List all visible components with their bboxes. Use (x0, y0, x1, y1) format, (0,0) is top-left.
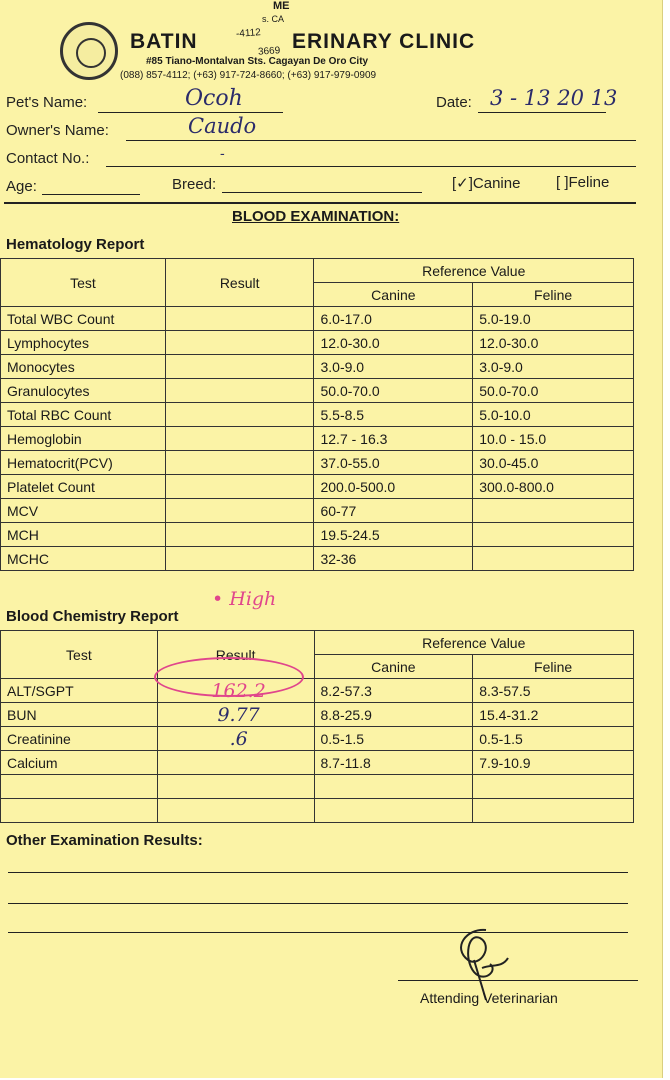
chem-cell-feline: 7.9-10.9 (473, 751, 634, 775)
hem-cell-canine: 6.0-17.0 (314, 307, 473, 331)
hem-cell-feline (473, 523, 634, 547)
hem-cell-canine: 200.0-500.0 (314, 475, 473, 499)
hem-row (1, 307, 634, 331)
clinic-logo-icon (60, 22, 118, 80)
hem-cell-test: MCV (1, 499, 166, 523)
chem-cell-feline (473, 799, 634, 823)
chemistry-heading: Blood Chemistry Report (6, 608, 179, 625)
stamp-text-1: -4112 (235, 27, 262, 40)
hematology-heading: Hematology Report (6, 236, 145, 253)
hem-cell-feline: 3.0-9.0 (473, 355, 634, 379)
chem-cell-test: Creatinine (1, 727, 158, 751)
hem-cell-result (165, 307, 314, 331)
hem-row (1, 451, 634, 475)
page-title: BLOOD EXAMINATION: (232, 208, 400, 225)
chem-col-result: Result (157, 631, 314, 679)
pet-name-label: Pet's Name: (6, 94, 88, 111)
hem-cell-result (165, 499, 314, 523)
hem-row (1, 547, 634, 571)
hem-col-canine: Canine (314, 283, 473, 307)
hem-row (1, 331, 634, 355)
hem-cell-result (165, 451, 314, 475)
hem-cell-result (165, 475, 314, 499)
hem-cell-test: MCH (1, 523, 166, 547)
hem-cell-feline: 300.0-800.0 (473, 475, 634, 499)
hem-cell-test: Total WBC Count (1, 307, 166, 331)
hem-cell-feline (473, 499, 634, 523)
hem-cell-result (165, 403, 314, 427)
hem-cell-result (165, 379, 314, 403)
hem-cell-test: Total RBC Count (1, 403, 166, 427)
owner-line (126, 140, 636, 141)
other-line-2 (8, 903, 628, 904)
hem-cell-canine: 50.0-70.0 (314, 379, 473, 403)
hem-cell-result (165, 427, 314, 451)
clinic-name-right: ERINARY CLINIC (292, 30, 476, 53)
chem-cell-feline: 0.5-1.5 (473, 727, 634, 751)
chem-col-test: Test (1, 631, 158, 679)
hem-cell-result (165, 355, 314, 379)
canine-checkbox: [✓]Canine (452, 175, 521, 192)
chem-row (1, 703, 634, 727)
date-line (478, 112, 606, 113)
chem-col-ref: Reference Value (314, 631, 634, 655)
signature-line (398, 980, 638, 981)
hem-cell-canine: 19.5-24.5 (314, 523, 473, 547)
date-value: 3 - 13 20 13 (490, 86, 618, 110)
chem-cell-test (1, 799, 158, 823)
chem-row (1, 751, 634, 775)
chem-cell-test: Calcium (1, 751, 158, 775)
pet-name-line (98, 112, 283, 113)
chem-cell-result (157, 751, 314, 775)
chem-cell-feline: 15.4-31.2 (473, 703, 634, 727)
chemistry-table (0, 630, 634, 823)
hem-row (1, 475, 634, 499)
chem-cell-result (157, 799, 314, 823)
hem-cell-feline: 50.0-70.0 (473, 379, 634, 403)
header-divider (4, 202, 636, 204)
hem-cell-canine: 60-77 (314, 499, 473, 523)
chem-row (1, 679, 634, 703)
hem-cell-canine: 12.7 - 16.3 (314, 427, 473, 451)
chem-cell-result: 162.2 (157, 679, 314, 703)
breed-line (222, 192, 422, 193)
chem-col-canine: Canine (314, 655, 473, 679)
hem-row (1, 499, 634, 523)
clinic-phones: (088) 857-4112; (+63) 917-724-8660; (+63) 917-979-0909 (120, 70, 377, 81)
hem-cell-test: Lymphocytes (1, 331, 166, 355)
chem-cell-test: ALT/SGPT (1, 679, 158, 703)
other-results-heading: Other Examination Results: (6, 832, 203, 849)
clinic-name-left: BATIN (130, 30, 198, 53)
chem-col-feline: Feline (473, 655, 634, 679)
hem-cell-result (165, 523, 314, 547)
hem-col-result: Result (165, 259, 314, 307)
contact-value: - (220, 146, 225, 162)
hem-row (1, 427, 634, 451)
hem-cell-test: MCHC (1, 547, 166, 571)
signature-label: Attending Veterinarian (420, 990, 558, 1006)
hem-cell-test: Monocytes (1, 355, 166, 379)
breed-label: Breed: (172, 176, 217, 193)
age-label: Age: (6, 178, 37, 195)
chem-cell-result: 9.77 (157, 703, 314, 727)
high-annotation: • High (212, 588, 277, 610)
hem-cell-feline: 10.0 - 15.0 (473, 427, 634, 451)
chem-cell-canine (314, 775, 473, 799)
chem-cell-canine (314, 799, 473, 823)
hem-cell-feline: 12.0-30.0 (473, 331, 634, 355)
hem-cell-test: Hematocrit(PCV) (1, 451, 166, 475)
contact-line (106, 166, 636, 167)
age-line (42, 194, 140, 195)
hem-cell-result (165, 331, 314, 355)
other-line-3 (8, 932, 628, 933)
clinic-address: #85 Tiano-Montalvan Sts. Cagayan De Oro City (146, 56, 369, 67)
date-label: Date: (436, 94, 472, 111)
chem-cell-canine: 8.7-11.8 (314, 751, 473, 775)
chem-row (1, 727, 634, 751)
hem-cell-test: Platelet Count (1, 475, 166, 499)
chem-cell-feline (473, 775, 634, 799)
hem-cell-canine: 3.0-9.0 (314, 355, 473, 379)
hem-cell-feline: 5.0-10.0 (473, 403, 634, 427)
chem-cell-feline: 8.3-57.5 (473, 679, 634, 703)
hem-col-test: Test (1, 259, 166, 307)
chem-row (1, 799, 634, 823)
header-fragment: ME (273, 0, 290, 12)
hem-cell-feline (473, 547, 634, 571)
chem-cell-canine: 8.8-25.9 (314, 703, 473, 727)
chem-cell-canine: 8.2-57.3 (314, 679, 473, 703)
chem-cell-result (157, 775, 314, 799)
header-fragment-2: s. CA (262, 14, 285, 24)
chem-cell-test (1, 775, 158, 799)
result-circle-mark (154, 657, 304, 697)
hem-col-feline: Feline (473, 283, 634, 307)
contact-label: Contact No.: (6, 150, 90, 167)
stamp-text-2: 3669 (257, 45, 281, 58)
hem-cell-feline: 5.0-19.0 (473, 307, 634, 331)
hem-cell-canine: 5.5-8.5 (314, 403, 473, 427)
hem-row (1, 523, 634, 547)
other-line-1 (8, 872, 628, 873)
hem-cell-feline: 30.0-45.0 (473, 451, 634, 475)
chem-cell-test: BUN (1, 703, 158, 727)
hem-cell-canine: 32-36 (314, 547, 473, 571)
hematology-table (0, 258, 634, 571)
pet-name-value: Ocoh (185, 86, 243, 111)
hem-cell-test: Hemoglobin (1, 427, 166, 451)
hem-row (1, 379, 634, 403)
chem-cell-result: .6 (157, 727, 314, 751)
chem-row (1, 775, 634, 799)
hem-cell-result (165, 547, 314, 571)
hem-cell-canine: 12.0-30.0 (314, 331, 473, 355)
hem-row (1, 403, 634, 427)
feline-checkbox: [ ]Feline (556, 174, 610, 191)
hem-cell-test: Granulocytes (1, 379, 166, 403)
chem-cell-canine: 0.5-1.5 (314, 727, 473, 751)
hem-cell-canine: 37.0-55.0 (314, 451, 473, 475)
hem-col-ref: Reference Value (314, 259, 634, 283)
hem-row (1, 355, 634, 379)
owner-value: Caudo (188, 114, 257, 138)
owner-label: Owner's Name: (6, 122, 109, 139)
